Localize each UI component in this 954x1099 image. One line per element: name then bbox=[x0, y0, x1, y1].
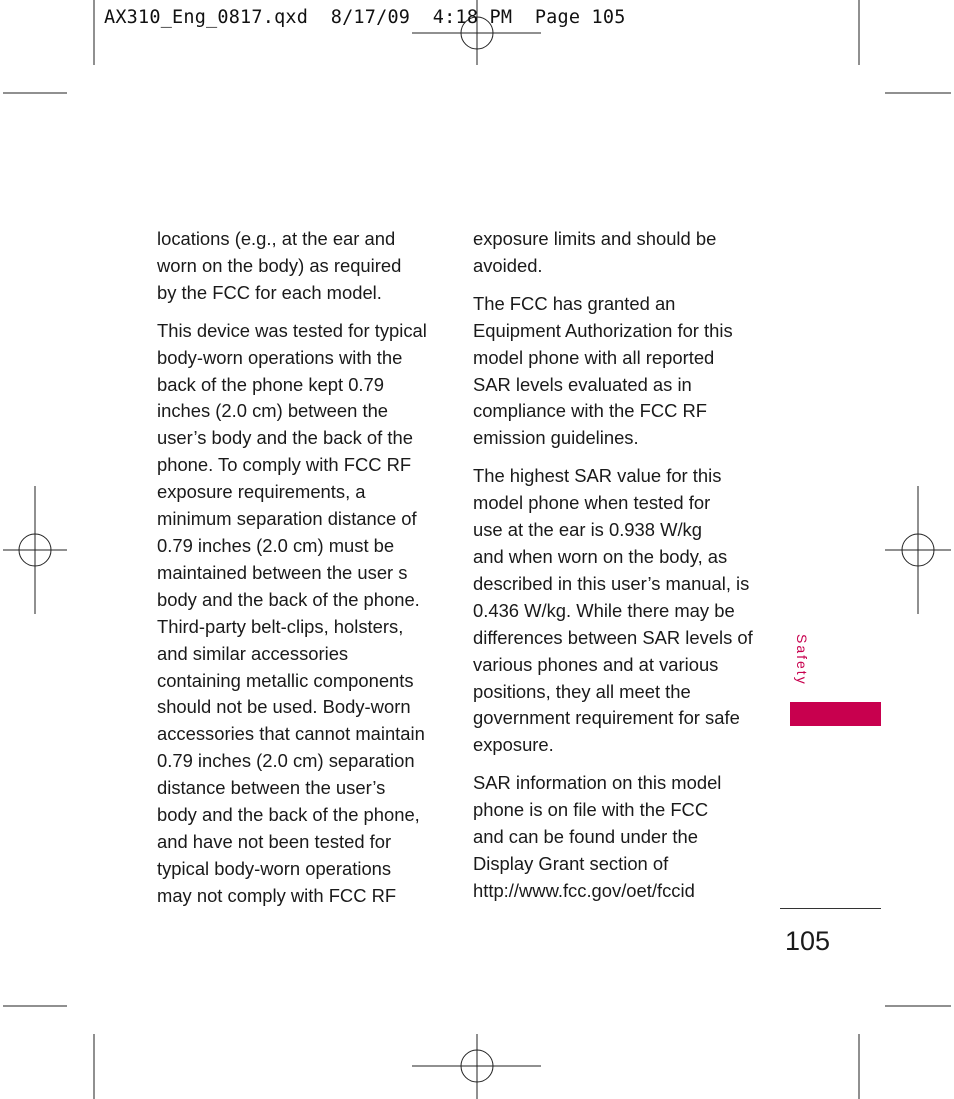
left-text-column bbox=[157, 226, 447, 921]
text-line: phone. To comply with FCC RF bbox=[157, 454, 412, 476]
text-line: and when worn on the body, as bbox=[473, 545, 728, 567]
text-line: emission guidelines. bbox=[473, 427, 639, 449]
text-line: exposure. bbox=[473, 734, 554, 756]
text-line: model phone with all reported bbox=[473, 346, 715, 368]
text-line: by the FCC for each model. bbox=[157, 281, 382, 303]
page-number-rule bbox=[780, 908, 881, 909]
text-line: 0.79 inches (2.0 cm) separation bbox=[157, 750, 415, 772]
text-line: positions, they all meet the bbox=[473, 680, 691, 702]
paragraph bbox=[473, 226, 763, 280]
text-line: body-worn operations with the bbox=[157, 346, 403, 368]
text-line: avoided. bbox=[473, 254, 543, 276]
text-line: and can be found under the bbox=[473, 826, 698, 848]
text-line: 0.436 W/kg. While there may be bbox=[473, 599, 735, 621]
paragraph bbox=[157, 318, 447, 910]
text-line: Display Grant section of bbox=[473, 852, 669, 874]
text-line: use at the ear is 0.938 W/kg bbox=[473, 519, 702, 541]
text-line: minimum separation distance of bbox=[157, 508, 417, 530]
text-line: should not be used. Body-worn bbox=[157, 696, 411, 718]
text-line: differences between SAR levels of bbox=[473, 626, 753, 648]
text-line: locations (e.g., at the ear and bbox=[157, 228, 396, 249]
text-line: Third-party belt-clips, holsters, bbox=[157, 615, 404, 637]
text-line: body and the back of the phone, bbox=[157, 804, 420, 826]
text-line: user’s body and the back of the bbox=[157, 427, 413, 449]
text-line: SAR information on this model bbox=[473, 772, 722, 794]
page-number: 105 bbox=[785, 926, 831, 956]
text-line: This device was tested for typical bbox=[157, 319, 427, 341]
text-line: 0.79 inches (2.0 cm) must be bbox=[157, 534, 395, 556]
paragraph bbox=[157, 226, 447, 307]
text-line: phone is on file with the FCC bbox=[473, 799, 709, 821]
text-line: model phone when tested for bbox=[473, 492, 711, 514]
text-line: compliance with the FCC RF bbox=[473, 400, 708, 422]
text-line: back of the phone kept 0.79 bbox=[157, 373, 384, 395]
text-line: and have not been tested for bbox=[157, 830, 392, 852]
text-line: http://www.fcc.gov/oet/fccid bbox=[473, 879, 695, 901]
text-line: described in this user’s manual, is bbox=[473, 572, 750, 594]
text-line: various phones and at various bbox=[473, 653, 719, 675]
paragraph bbox=[473, 463, 763, 759]
paragraph bbox=[473, 291, 763, 452]
text-line: typical body-worn operations bbox=[157, 857, 392, 879]
right-text-column bbox=[473, 226, 763, 916]
text-line: and similar accessories bbox=[157, 642, 349, 664]
section-tab bbox=[790, 702, 881, 726]
text-line: accessories that cannot maintain bbox=[157, 723, 425, 745]
paragraph bbox=[473, 770, 763, 905]
text-line: may not comply with FCC RF bbox=[157, 884, 397, 906]
text-line: The highest SAR value for this bbox=[473, 465, 722, 487]
text-line: The FCC has granted an bbox=[473, 292, 676, 314]
text-line: exposure limits and should be bbox=[473, 228, 717, 249]
text-line: body and the back of the phone. bbox=[157, 588, 420, 610]
text-line: distance between the user’s bbox=[157, 777, 386, 799]
text-line: government requirement for safe bbox=[473, 707, 740, 729]
text-line: Equipment Authorization for this bbox=[473, 319, 733, 341]
text-line: worn on the body) as required bbox=[157, 254, 402, 276]
section-label: Safety bbox=[794, 634, 810, 686]
text-line: maintained between the user s bbox=[157, 561, 408, 583]
print-slug: AX310_Eng_0817.qxd 8/17/09 4:18 PM Page 105 bbox=[104, 7, 626, 28]
text-line: containing metallic components bbox=[157, 669, 414, 691]
text-line: inches (2.0 cm) between the bbox=[157, 400, 389, 422]
text-line: SAR levels evaluated as in bbox=[473, 373, 692, 395]
text-line: exposure requirements, a bbox=[157, 481, 366, 503]
